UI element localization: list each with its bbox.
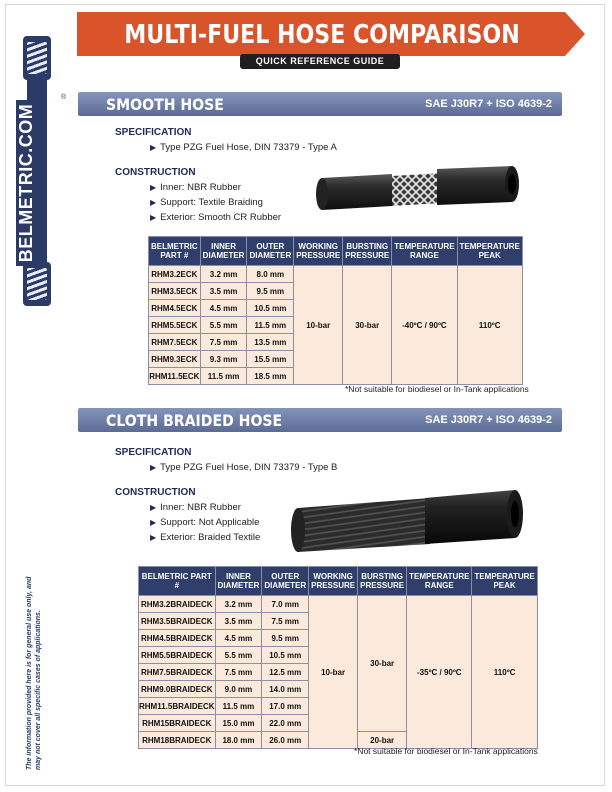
inner-diameter: 3.5 mm [215,613,262,630]
bursting-pressure: 20-bar [358,732,407,749]
part-number: RHM7.5ECK [149,334,201,351]
section-standard: SAE J30R7 + ISO 4639-2 [425,98,552,110]
table-row [139,596,538,613]
header-banner [77,12,587,56]
part-number: RHM11.5ECK [149,368,201,385]
subtitle-badge: QUICK REFERENCE GUIDE [240,54,400,69]
column-header: TEMPERATURE PEAK [472,567,537,596]
part-number: RHM5.5ECK [149,317,201,334]
temperature-range: -35ºC / 90ºC [407,596,472,749]
outer-diameter: 8.0 mm [247,266,294,283]
table-header-row [139,567,538,596]
outer-diameter: 9.5 mm [247,283,294,300]
inner-diameter: 3.5 mm [200,283,247,300]
bullet-triangle-icon: ▶ [150,183,157,192]
inner-diameter: 15.0 mm [215,715,262,732]
outer-diameter: 10.5 mm [262,647,309,664]
working-pressure: 10-bar [309,596,358,749]
bullet-triangle-icon: ▶ [150,198,157,207]
spec-item [150,462,337,473]
column-header: WORKING PRESSURE [309,567,358,596]
section-title: CLOTH BRAIDED HOSE [106,411,283,430]
inner-diameter: 7.5 mm [215,664,262,681]
column-header: OUTER DIAMETER [247,237,294,266]
braided-spec-table [138,566,538,749]
column-header: INNER DIAMETER [200,237,247,266]
part-number: RHM5.5BRAIDECK [139,647,216,664]
part-number: RHM11.5BRAIDECK [139,698,216,715]
inner-diameter: 4.5 mm [215,630,262,647]
column-header: OUTER DIAMETER [262,567,309,596]
spec-label: SPECIFICATION [115,447,192,458]
construction-item: ▶ Support: Textile Braiding [150,197,263,208]
part-number: RHM3.2ECK [149,266,201,283]
registered-mark: ® [61,94,67,101]
construction-item: ▶ Exterior: Smooth CR Rubber [150,212,282,223]
disclaimer-text: The information provided here is for general use only, and may not cover all specific cases of applications. [26,576,42,770]
outer-diameter: 10.5 mm [247,300,294,317]
working-pressure: 10-bar [294,266,343,385]
outer-diameter: 26.0 mm [262,732,309,749]
bolt-top-icon [23,36,51,80]
construction-label: CONSTRUCTION [115,487,196,498]
construction-item: ▶ Inner: NBR Rubber [150,502,241,513]
inner-diameter: 3.2 mm [215,596,262,613]
outer-diameter: 9.5 mm [262,630,309,647]
bullet-triangle-icon: ▶ [150,463,157,472]
part-number: RHM4.5ECK [149,300,201,317]
part-number: RHM9.0BRAIDECK [139,681,216,698]
spec-text: Type PZG Fuel Hose, DIN 73379 - Type A [160,142,337,153]
outer-diameter: 17.0 mm [262,698,309,715]
construction-item: ▶ Support: Not Applicable [150,517,260,528]
inner-diameter: 5.5 mm [215,647,262,664]
bullet-triangle-icon: ▶ [150,143,157,152]
column-header: TEMPERATURE PEAK [457,237,522,266]
outer-diameter: 12.5 mm [262,664,309,681]
brand-name: BELMETRIC.COM [16,78,37,288]
temperature-peak: 110ºC [457,266,522,385]
inner-diameter: 11.5 mm [200,368,247,385]
column-header: BURSTING PRESSURE [343,237,392,266]
bullet-triangle-icon: ▶ [150,213,157,222]
braided-hose-image [290,486,530,556]
construction-item: ▶ Inner: NBR Rubber [150,182,241,193]
bullet-triangle-icon: ▶ [150,518,157,527]
outer-diameter: 13.5 mm [247,334,294,351]
part-number: RHM18BRAIDECK [139,732,216,749]
part-number: RHM15BRAIDECK [139,715,216,732]
table-row [149,266,523,283]
bursting-pressure: 30-bar [358,596,407,732]
column-header: INNER DIAMETER [215,567,262,596]
outer-diameter: 18.5 mm [247,368,294,385]
section-bar-smooth [78,92,562,116]
inner-diameter: 18.0 mm [215,732,262,749]
inner-diameter: 9.0 mm [215,681,262,698]
part-number: RHM7.5BRAIDECK [139,664,216,681]
temperature-peak: 110ºC [472,596,537,749]
inner-diameter: 11.5 mm [215,698,262,715]
bullet-triangle-icon: ▶ [150,533,157,542]
outer-diameter: 22.0 mm [262,715,309,732]
footnote: *Not suitable for biodiesel or In-Tank applications [354,746,538,756]
outer-diameter: 11.5 mm [247,317,294,334]
column-header: TEMPERATURE RANGE [407,567,472,596]
outer-diameter: 14.0 mm [262,681,309,698]
bursting-pressure: 30-bar [343,266,392,385]
inner-diameter: 7.5 mm [200,334,247,351]
construction-item: ▶ Exterior: Braided Textile [150,532,261,543]
part-number: RHM3.5ECK [149,283,201,300]
smooth-spec-table [148,236,523,385]
column-header: BELMETRIC PART # [149,237,201,266]
part-number: RHM3.2BRAIDECK [139,596,216,613]
column-header: TEMPERATURE RANGE [392,237,457,266]
section-bar-braided [78,408,562,432]
column-header: BURSTING PRESSURE [358,567,407,596]
inner-diameter: 5.5 mm [200,317,247,334]
section-title: SMOOTH HOSE [106,95,224,114]
column-header: WORKING PRESSURE [294,237,343,266]
section-standard: SAE J30R7 + ISO 4639-2 [425,414,552,426]
inner-diameter: 9.3 mm [200,351,247,368]
temperature-range: -40ºC / 90ºC [392,266,457,385]
footnote: *Not suitable for biodiesel or In-Tank applications [345,384,529,394]
table-header-row [149,237,523,266]
outer-diameter: 15.5 mm [247,351,294,368]
page-title: MULTI-FUEL HOSE COMPARISON [124,20,520,50]
column-header: BELMETRIC PART # [139,567,216,596]
spec-text: Type PZG Fuel Hose, DIN 73379 - Type B [160,462,338,473]
spec-item [150,142,337,153]
inner-diameter: 4.5 mm [200,300,247,317]
spec-label: SPECIFICATION [115,127,192,138]
outer-diameter: 7.5 mm [262,613,309,630]
brand-logo[interactable] [10,36,67,306]
part-number: RHM4.5BRAIDECK [139,630,216,647]
outer-diameter: 7.0 mm [262,596,309,613]
inner-diameter: 3.2 mm [200,266,247,283]
construction-label: CONSTRUCTION [115,167,196,178]
smooth-hose-image [312,160,522,216]
part-number: RHM9.3ECK [149,351,201,368]
part-number: RHM3.5BRAIDECK [139,613,216,630]
bullet-triangle-icon: ▶ [150,503,157,512]
